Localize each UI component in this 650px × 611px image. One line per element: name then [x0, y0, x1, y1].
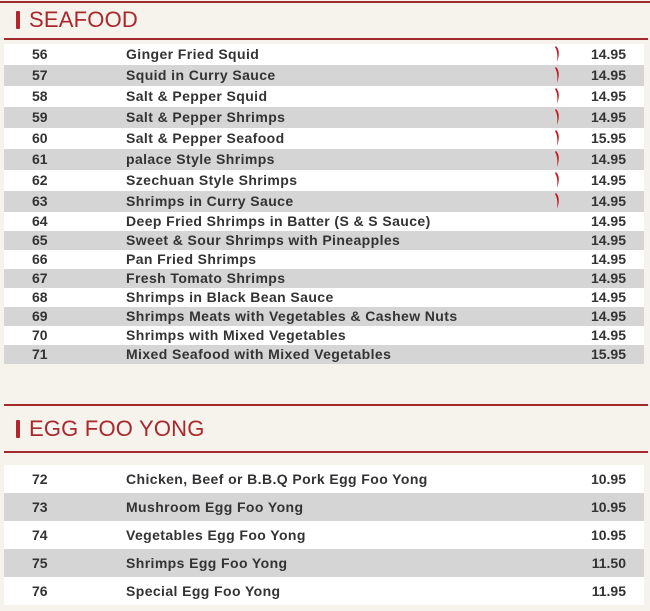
menu-item-row	[4, 288, 644, 307]
item-number: 56	[32, 46, 48, 62]
item-name: Salt & Pepper Squid	[126, 88, 268, 104]
item-price: 14.95	[590, 193, 626, 209]
item-number: 66	[32, 251, 48, 267]
item-price: 14.95	[590, 232, 626, 248]
item-name: Vegetables Egg Foo Yong	[126, 527, 306, 543]
item-name: Shrimps Egg Foo Yong	[126, 555, 288, 571]
item-name: palace Style Shrimps	[126, 151, 275, 167]
item-name: Sweet & Sour Shrimps with Pineapples	[126, 232, 401, 248]
menu-item-row	[4, 191, 644, 212]
section-rule	[4, 451, 648, 453]
item-number: 62	[32, 172, 48, 188]
item-price: 11.95	[591, 583, 626, 599]
item-number: 69	[32, 308, 48, 324]
item-number: 73	[32, 499, 48, 515]
item-price: 14.95	[590, 151, 626, 167]
item-price: 14.95	[590, 213, 626, 229]
menu-item-row	[4, 86, 644, 107]
menu-item-row	[4, 493, 644, 521]
item-name: Pan Fried Shrimps	[126, 251, 257, 267]
item-price: 14.95	[590, 251, 626, 267]
item-number: 71	[32, 346, 48, 362]
item-price: 10.95	[590, 499, 626, 515]
item-price: 14.95	[590, 109, 626, 125]
item-price: 14.95	[590, 289, 626, 305]
menu-item-row	[4, 107, 644, 128]
item-number: 63	[32, 193, 48, 209]
menu-item-row	[4, 549, 644, 577]
item-name: Ginger Fried Squid	[126, 46, 260, 62]
item-price: 10.95	[590, 527, 626, 543]
menu-table-seafood	[4, 44, 644, 364]
item-price: 14.95	[590, 270, 626, 286]
item-name: Chicken, Beef or B.B.Q Pork Egg Foo Yong	[126, 471, 428, 487]
item-name: Mushroom Egg Foo Yong	[126, 499, 304, 515]
item-name: Deep Fried Shrimps in Batter (S & S Sauce)	[126, 213, 431, 229]
item-number: 70	[32, 327, 48, 343]
item-name: Szechuan Style Shrimps	[126, 172, 298, 188]
item-price: 11.50	[591, 555, 626, 571]
menu-item-row	[4, 465, 644, 493]
menu-item-row	[4, 307, 644, 326]
menu-item-row	[4, 128, 644, 149]
item-price: 14.95	[590, 308, 626, 324]
item-name: Shrimps in Black Bean Sauce	[126, 289, 334, 305]
item-price: 14.95	[590, 46, 626, 62]
menu-item-row	[4, 521, 644, 549]
item-price: 14.95	[590, 88, 626, 104]
menu-item-row	[4, 577, 644, 605]
menu-item-row	[4, 326, 644, 345]
item-price: 14.95	[590, 327, 626, 343]
item-name: Shrimps Meats with Vegetables & Cashew Nuts	[126, 308, 458, 324]
section-top-rule	[0, 1, 650, 3]
item-name: Salt & Pepper Seafood	[126, 130, 285, 146]
item-name: Squid in Curry Sauce	[126, 67, 276, 83]
item-number: 74	[32, 527, 48, 543]
item-number: 65	[32, 232, 48, 248]
item-number: 67	[32, 270, 48, 286]
item-number: 76	[32, 583, 48, 599]
menu-item-row	[4, 65, 644, 86]
section-header-seafood	[0, 7, 650, 33]
item-name: Mixed Seafood with Mixed Vegetables	[126, 346, 392, 362]
section-header-egg-foo-yong	[0, 416, 650, 442]
section-title: EGG FOO YONG	[29, 416, 205, 441]
item-number: 61	[32, 151, 48, 167]
item-price: 10.95	[590, 471, 626, 487]
item-name: Salt & Pepper Shrimps	[126, 109, 286, 125]
item-number: 72	[32, 471, 48, 487]
item-number: 58	[32, 88, 48, 104]
item-number: 60	[32, 130, 48, 146]
item-name: Special Egg Foo Yong	[126, 583, 281, 599]
item-number: 64	[32, 213, 48, 229]
section-rule	[4, 38, 648, 40]
menu-item-row	[4, 231, 644, 250]
menu-item-row	[4, 44, 644, 65]
item-number: 68	[32, 289, 48, 305]
item-price: 15.95	[590, 130, 626, 146]
item-price: 15.95	[590, 346, 626, 362]
section-title: SEAFOOD	[29, 7, 138, 32]
section-top-rule	[4, 404, 648, 406]
section-marker-icon	[16, 420, 20, 438]
item-number: 75	[32, 555, 48, 571]
item-name: Shrimps with Mixed Vegetables	[126, 327, 347, 343]
menu-item-row	[4, 345, 644, 364]
item-number: 59	[32, 109, 48, 125]
menu-item-row	[4, 170, 644, 191]
menu-item-row	[4, 250, 644, 269]
section-marker-icon	[16, 11, 20, 29]
item-price: 14.95	[590, 67, 626, 83]
menu-item-row	[4, 269, 644, 288]
item-name: Fresh Tomato Shrimps	[126, 270, 286, 286]
menu-item-row	[4, 212, 644, 231]
item-price: 14.95	[590, 172, 626, 188]
item-number: 57	[32, 67, 48, 83]
item-name: Shrimps in Curry Sauce	[126, 193, 294, 209]
menu-table-egg-foo-yong	[4, 465, 644, 605]
menu-item-row	[4, 149, 644, 170]
